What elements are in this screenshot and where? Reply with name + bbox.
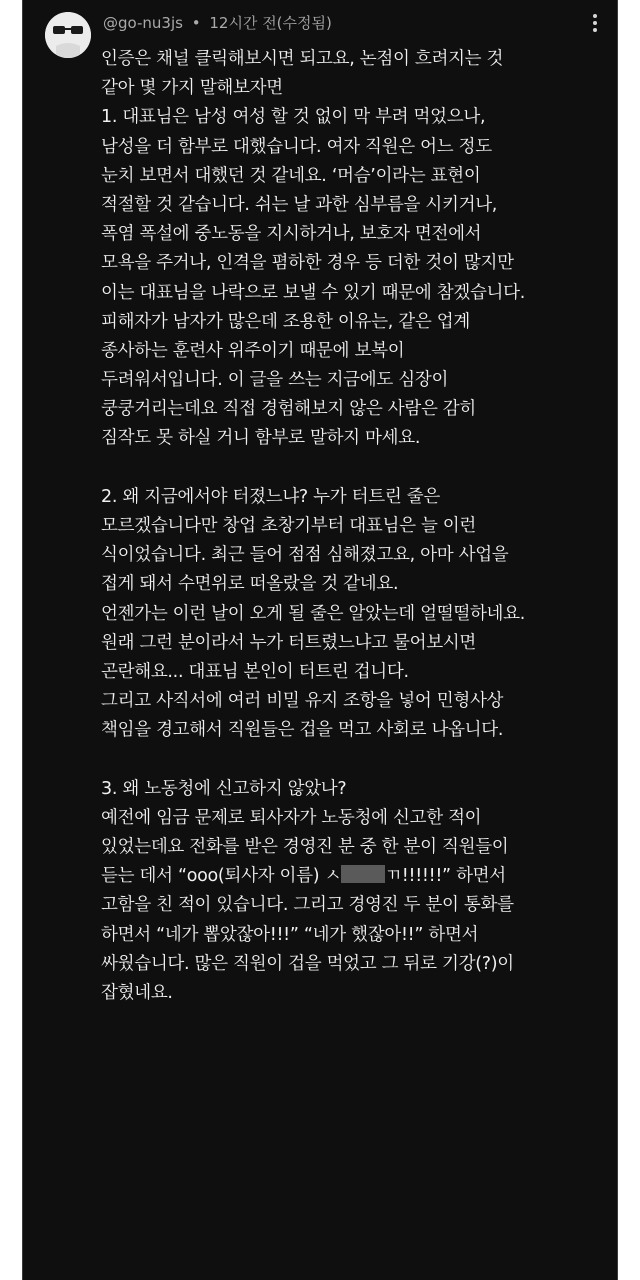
comment-line: 3. 왜 노동청에 신고하지 않았나? — [101, 778, 347, 799]
comment-line: 잡혔네요. — [101, 983, 173, 1003]
comment-line: 싸웠습니다. 많은 직원이 겁을 먹었고 그 뒤로 기강(?)이 — [101, 953, 514, 974]
redaction-block — [341, 865, 385, 883]
avatar[interactable] — [45, 12, 91, 58]
comment-line: 같아 몇 가지 말해보자면 — [101, 78, 283, 99]
comment-line: 하면서 “네가 뽑았잖아!!!” “네가 했잖아!!” 하면서 — [101, 924, 479, 945]
comment-line: 책임을 경고해서 직원들은 겁을 먹고 사회로 나옵니다. — [101, 720, 504, 741]
more-vertical-icon[interactable] — [589, 14, 601, 38]
redacted-line — [101, 862, 611, 891]
comment-line: 있었는데요 전화를 받은 경영진 분 중 한 분이 직원들이 — [101, 837, 509, 858]
comment-body — [101, 45, 611, 1008]
meta-separator: • — [191, 14, 201, 32]
comment-line: 쿵쿵거리는데요 직접 경험해보지 않은 사람은 감히 — [101, 399, 477, 420]
comment-line: 짐작도 못 하실 거니 함부로 말하지 마세요. — [101, 428, 421, 449]
ghost-avatar-icon — [45, 12, 91, 58]
comment-line: 접게 돼서 수면위로 떠올랐을 것 같네요. — [101, 574, 399, 595]
comment-header — [103, 12, 332, 36]
comment-card — [22, 0, 618, 1280]
comment-line: 1. 대표님은 남성 여성 할 것 없이 막 부려 먹었으나, — [101, 107, 486, 128]
comment-line: 종사하는 훈련사 위주이기 때문에 보복이 — [101, 340, 405, 361]
comment-line: 남성을 더 함부로 대했습니다. 여자 직원은 어느 정도 — [101, 136, 492, 157]
comment-line: 이는 대표님을 나락으로 보낼 수 있기 때문에 참겠습니다. — [101, 282, 526, 303]
paragraph-gap — [101, 454, 611, 483]
comment-line: 고함을 친 적이 있습니다. 그리고 경영진 두 분이 통화를 — [101, 895, 514, 916]
comment-line: 폭염 폭설에 중노동을 지시하거나, 보호자 면전에서 — [101, 224, 482, 245]
comment-line: 2. 왜 지금에서야 터졌느냐? 누가 터트린 줄은 — [101, 486, 440, 507]
comment-timestamp: 12시간 전(수정됨) — [209, 14, 332, 32]
comment-line: 눈치 보면서 대했던 것 같네요. ‘머슴’이라는 표현이 — [101, 165, 481, 186]
comment-line: 적절할 것 같습니다. 쉬는 날 과한 심부름을 시키거나, — [101, 194, 498, 215]
comment-line: 인증은 채널 클릭해보시면 되고요, 논점이 흐려지는 것 — [101, 49, 504, 69]
paragraph-gap — [101, 746, 611, 775]
comment-line: 식이었습니다. 최근 들어 점점 심해졌고요, 아마 사업을 — [101, 545, 509, 566]
author-handle[interactable]: @go-nu3js — [103, 14, 183, 32]
comment-line: 곤란해요... 대표님 본인이 터트린 겁니다. — [101, 661, 409, 682]
comment-line: 그리고 사직서에 여러 비밀 유지 조항을 넣어 민형사상 — [101, 691, 504, 712]
comment-line: 두려워서입니다. 이 글을 쓰는 지금에도 심장이 — [101, 370, 449, 391]
comment-line: 원래 그런 분이라서 누가 터트렸느냐고 물어보시면 — [101, 632, 477, 653]
comment-line: 예전에 임금 문제로 퇴사자가 노동청에 신고한 적이 — [101, 807, 482, 828]
comment-line: 피해자가 남자가 많은데 조용한 이유는, 같은 업계 — [101, 311, 470, 332]
comment-line: 모욕을 주거나, 인격을 폄하한 경우 등 더한 것이 많지만 — [101, 253, 514, 274]
comment-line: 모르겠습니다만 창업 초창기부터 대표님은 늘 이런 — [101, 516, 477, 536]
comment-line: 언젠가는 이런 날이 오게 될 줄은 알았는데 얼떨떨하네요. — [101, 603, 526, 624]
redacted-line-before: 듣는 데서 “ooo(퇴사자 이름) ㅅ — [101, 866, 342, 887]
redacted-line-after: ㄲ!!!!!!” 하면서 — [385, 866, 506, 887]
